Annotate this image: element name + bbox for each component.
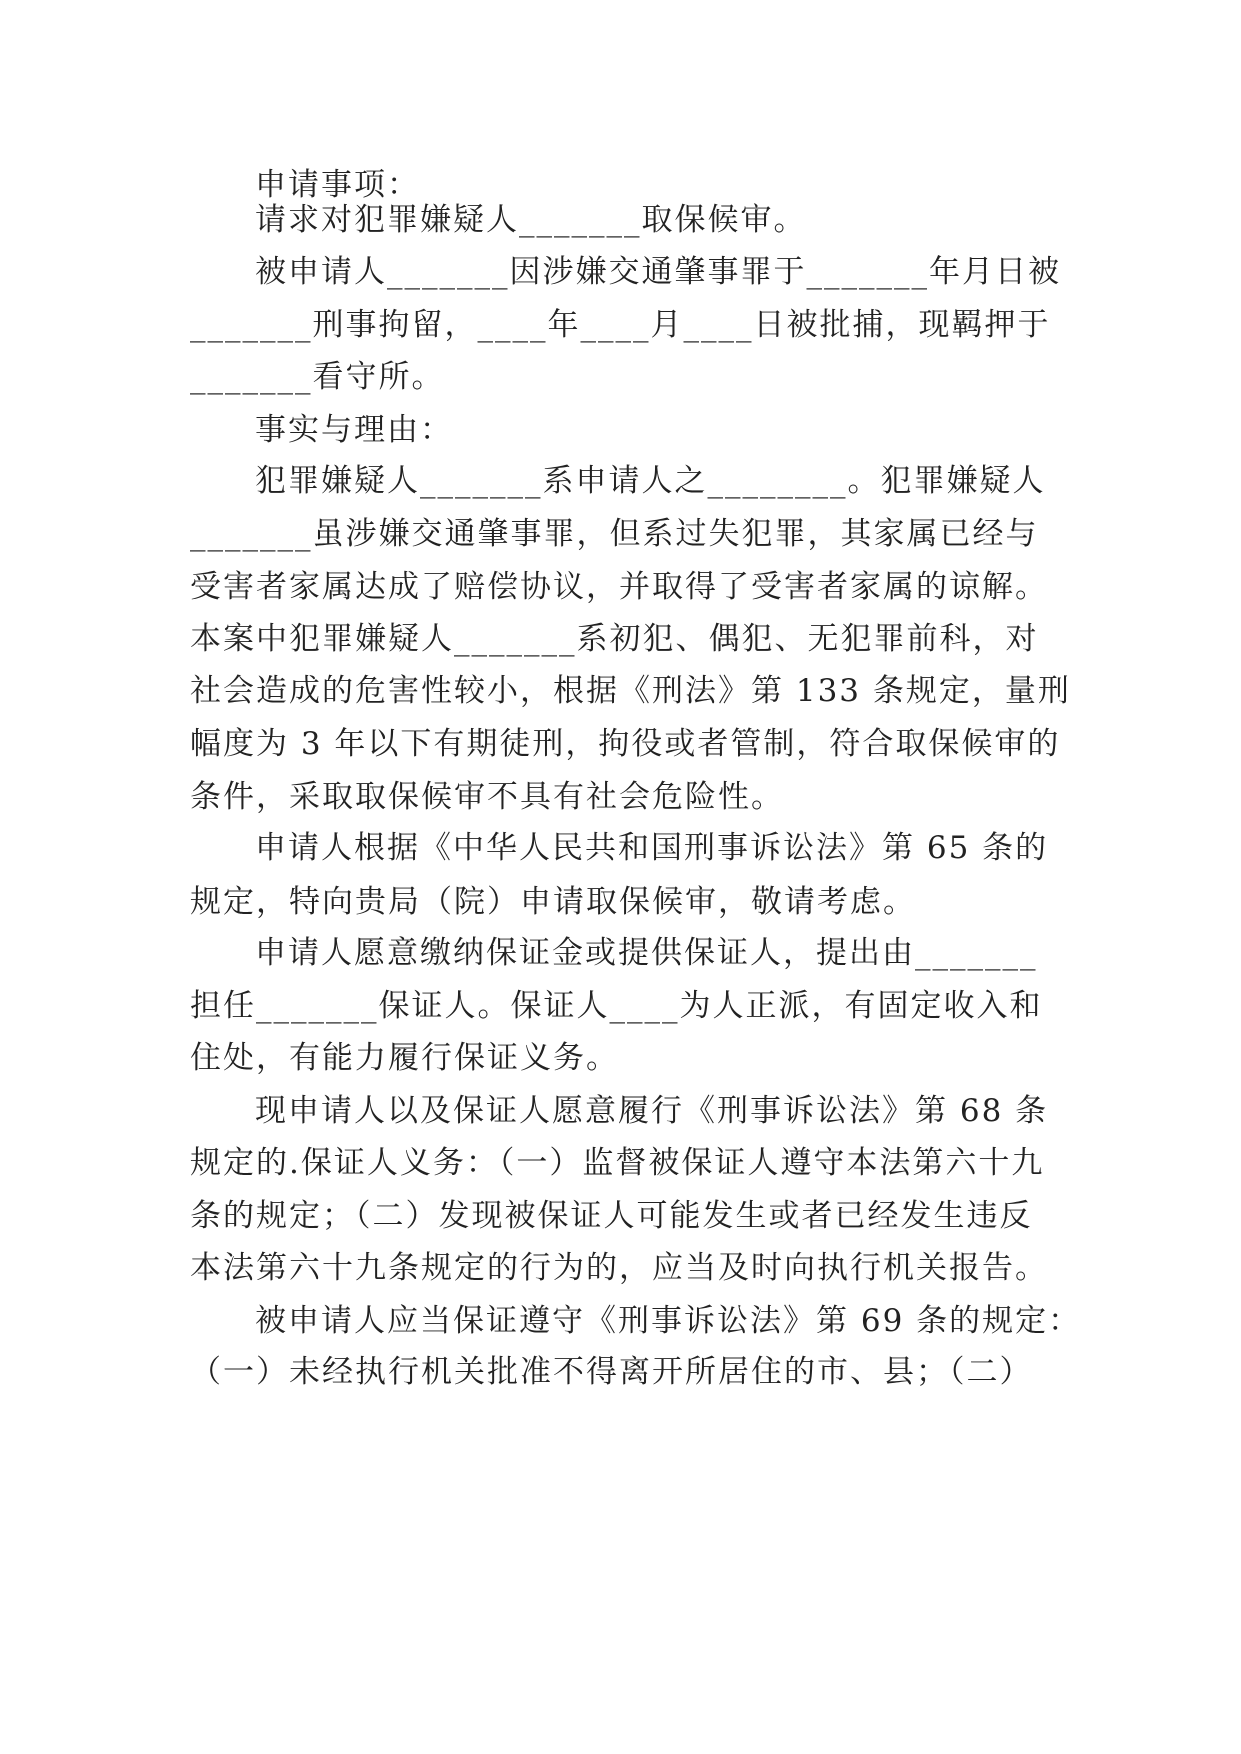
paragraph-line: 被申请人_______因涉嫌交通肇事罪于_______年月日被	[255, 254, 1061, 290]
paragraph-line: 受害者家属达成了赔偿协议，并取得了受害者家属的谅解。	[190, 569, 1048, 605]
paragraph-line: 幅度为 3 年以下有期徒刑，拘役或者管制，符合取保候审的	[190, 726, 1061, 762]
paragraph-line: 现申请人以及保证人愿意履行《刑事诉讼法》第 68 条	[255, 1093, 1049, 1129]
section-heading-facts: 事实与理由：	[255, 412, 453, 448]
paragraph-line: _______虽涉嫌交通肇事罪，但系过失犯罪，其家属已经与	[190, 516, 1039, 552]
paragraph-line: _______看守所。	[190, 359, 445, 395]
paragraph-line: 条件，采取取保候审不具有社会危险性。	[190, 779, 784, 815]
paragraph-line: 犯罪嫌疑人_______系申请人之________。犯罪嫌疑人	[255, 463, 1046, 499]
paragraph-line: 担任_______保证人。保证人____为人正派，有固定收入和	[190, 988, 1043, 1024]
paragraph-line: 被申请人应当保证遵守《刑事诉讼法》第 69 条的规定：	[255, 1303, 1082, 1339]
paragraph-line: _______刑事拘留，____年____月____日被批捕，现羁押于	[190, 307, 1051, 343]
paragraph-line: （一）未经执行机关批准不得离开所居住的市、县；（二）	[190, 1354, 1033, 1390]
paragraph-line: 社会造成的危害性较小，根据《刑法》第 133 条规定，量刑	[190, 673, 1071, 709]
paragraph-line: 请求对犯罪嫌疑人_______取保候审。	[255, 202, 807, 238]
section-heading-requests: 申请事项：	[255, 167, 420, 203]
paragraph-line: 本法第六十九条规定的行为的，应当及时向执行机关报告。	[190, 1250, 1048, 1286]
paragraph-line: 申请人愿意缴纳保证金或提供保证人，提出由_______	[255, 935, 1038, 971]
paragraph-line: 住处，有能力履行保证义务。	[190, 1040, 619, 1076]
paragraph-line: 条的规定；（二）发现被保证人可能发生或者已经发生违反	[190, 1198, 1033, 1234]
paragraph-line: 申请人根据《中华人民共和国刑事诉讼法》第 65 条的	[255, 830, 1049, 866]
paragraph-line: 规定，特向贵局（院）申请取保候审，敬请考虑。	[190, 884, 916, 920]
paragraph-line: 本案中犯罪嫌疑人_______系初犯、偶犯、无犯罪前科，对	[190, 621, 1039, 657]
paragraph-line: 规定的.保证人义务：（一）监督被保证人遵守本法第六十九	[190, 1145, 1045, 1181]
